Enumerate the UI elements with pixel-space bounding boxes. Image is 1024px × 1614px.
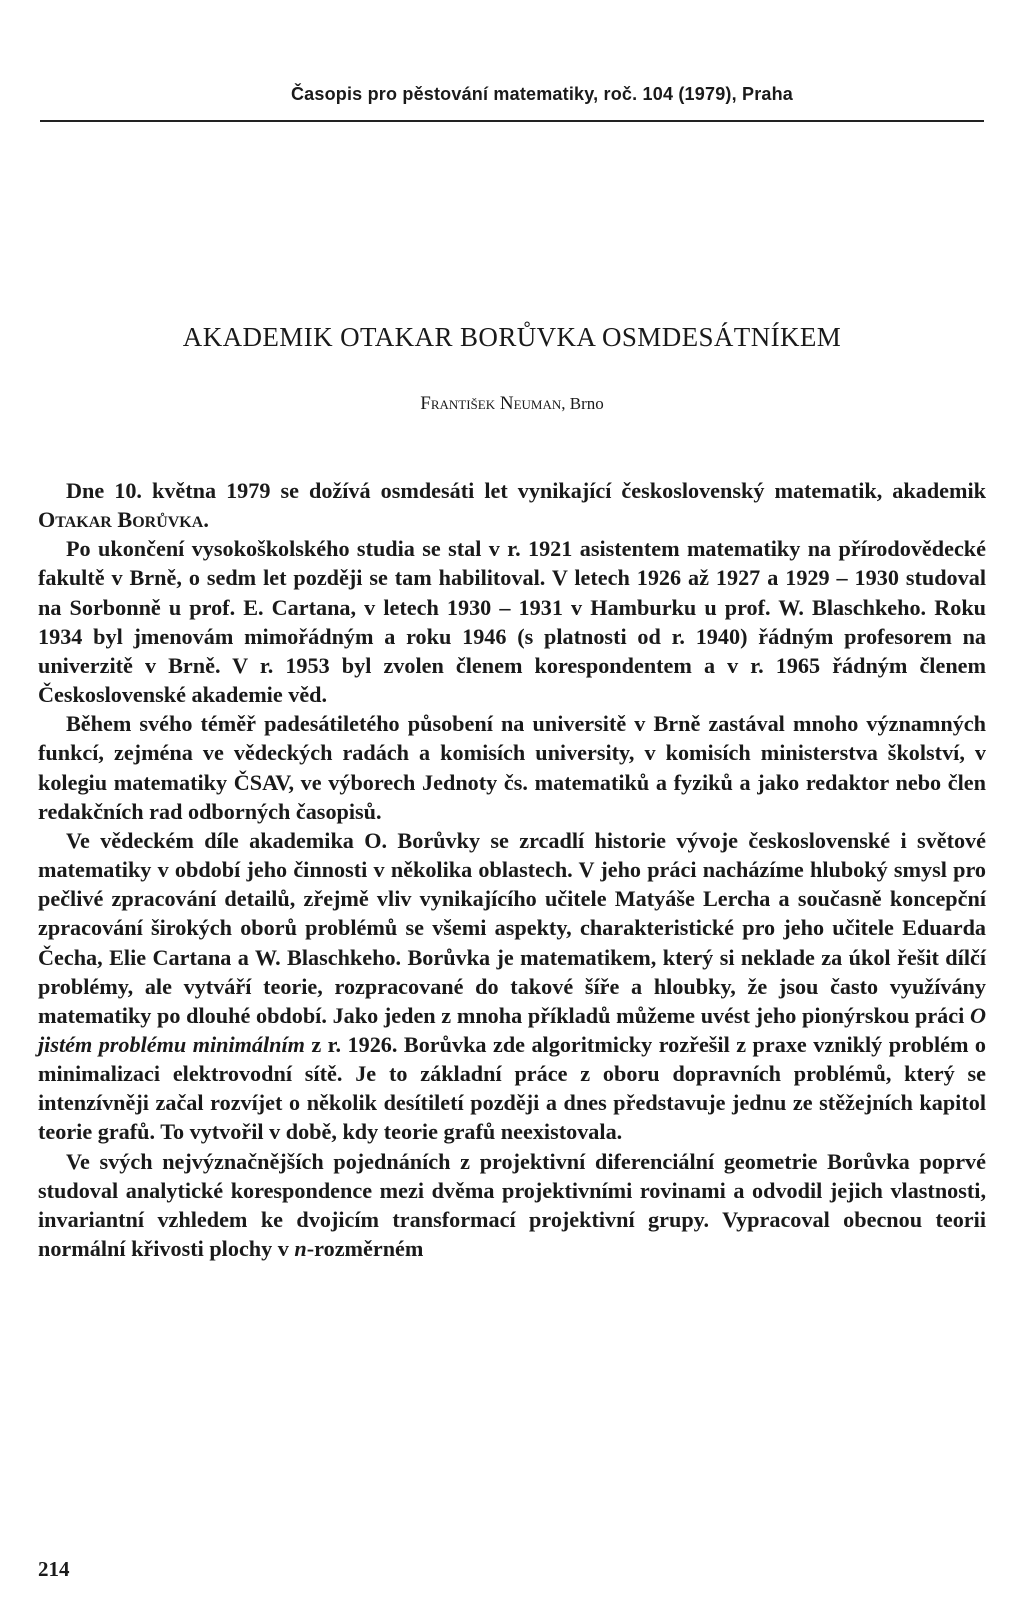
page-number: 214 bbox=[38, 1557, 70, 1581]
paragraph-4-text: Ve vědeckém díle akademika O. Borůvky se zrcadlí historie vývoje československé i světové matematiky v období jeho činnosti v několika oblastech. V jeho práci nacházíme hluboký smysl pro pečlivé zpracování detailů, zřejmě vliv vynikajícího učitele Matyáše Lercha a současně koncepční zpracování širokých oborů problémů se všemi aspekty, charakteristické pro jeho učitele Eduarda Čecha, Elie Cartana a W. Blaschkeho. Borůvka je matematikem, který si neklade za úkol řešit dílčí problémy, ale vytváří teorie, rozpracované do takové šíře a hloubky, že jsou často využívány matematiky po dlouhé období. Jako jeden z mnoha příkladů můžeme uvést jeho pionýrskou práci bbox=[38, 827, 986, 1028]
work-title: O jistém problému minimálním bbox=[38, 1002, 986, 1057]
article-body bbox=[38, 476, 986, 1263]
author-name: František Neuman bbox=[420, 393, 562, 414]
dimension-symbol: n bbox=[294, 1236, 307, 1262]
article-title: AKADEMIK OTAKAR BORŮVKA OSMDESÁTNÍKEM bbox=[182, 322, 842, 352]
paragraph-1 bbox=[38, 476, 986, 534]
paragraph-2: Po ukončení vysokoškolského studia se stal v r. 1921 asistentem matematiky na přírodovědecké fakultě v Brně, o sedm let později se tam habilitoval. V letech 1926 až 1927 a 1929 – 1930 studoval na Sorbonně u prof. E. Cartana, v letech 1930 – 1931 v Hamburku u prof. W. Blaschkeho. Roku 1934 byl jmenovám mimořádným a roku 1946 (s platnosti od r. 1940) řádným profesorem na univerzitě v Brně. V r. 1953 byl zvolen členem korespondentem a v r. 1965 řádným členem Československé akademie věd. bbox=[38, 536, 986, 708]
paragraph-4-end: z r. 1926. Borůvka zde algoritmicky rozřešil z praxe vzniklý problém o minimalizaci elektrovodní sítě. Je to základní práce z oboru dopravních problémů, který se intenzívněji začal rozvíjet o několik desítiletí později a dnes představuje jednu ze stěžejních kapitol teorie grafů. To vytvořil v době, kdy teorie grafů neexistovala. bbox=[38, 1031, 987, 1145]
paragraph-4 bbox=[38, 826, 986, 1147]
paragraph-5-text: Ve svých nejvýznačnějších pojednáních z projektivní diferenciální geometrie Borůvka poprvé studoval analytické korespondence mezi dvěma projektivními rovinami a odvodil jejich vlastnosti, invariantní vzhledem ke dvojicím transformací projektivní grupy. Vypracoval obecnou teorii normální křivosti plochy v bbox=[38, 1148, 986, 1262]
article-author bbox=[0, 393, 1024, 415]
honoree-name: Otakar Borůvka bbox=[38, 507, 204, 533]
author-location: , Brno bbox=[561, 394, 604, 413]
paragraph-1-text: Dne 10. května 1979 se dožívá osmdesáti let vynikající československý matematik, akademik bbox=[66, 478, 986, 503]
paragraph-5 bbox=[38, 1147, 986, 1264]
paragraph-3: Během svého téměř padesátiletého působení na universitě v Brně zastával mnoho významných funkcí, zejména ve vědeckých radách a komisích university, v komisích ministerstva školství, v kolegiu matematiky ČSAV, ve výborech Jednoty čs. matematiků a fyziků a jako redaktor nebo člen redakčních rad odborných časopisů. bbox=[38, 711, 986, 824]
paragraph-5-end: -rozměrném bbox=[306, 1236, 424, 1262]
running-head: Časopis pro pěstování matematiky, roč. 104 (1979), Praha bbox=[290, 84, 794, 104]
paragraph-1-end: . bbox=[203, 507, 209, 533]
header-rule bbox=[40, 120, 984, 122]
